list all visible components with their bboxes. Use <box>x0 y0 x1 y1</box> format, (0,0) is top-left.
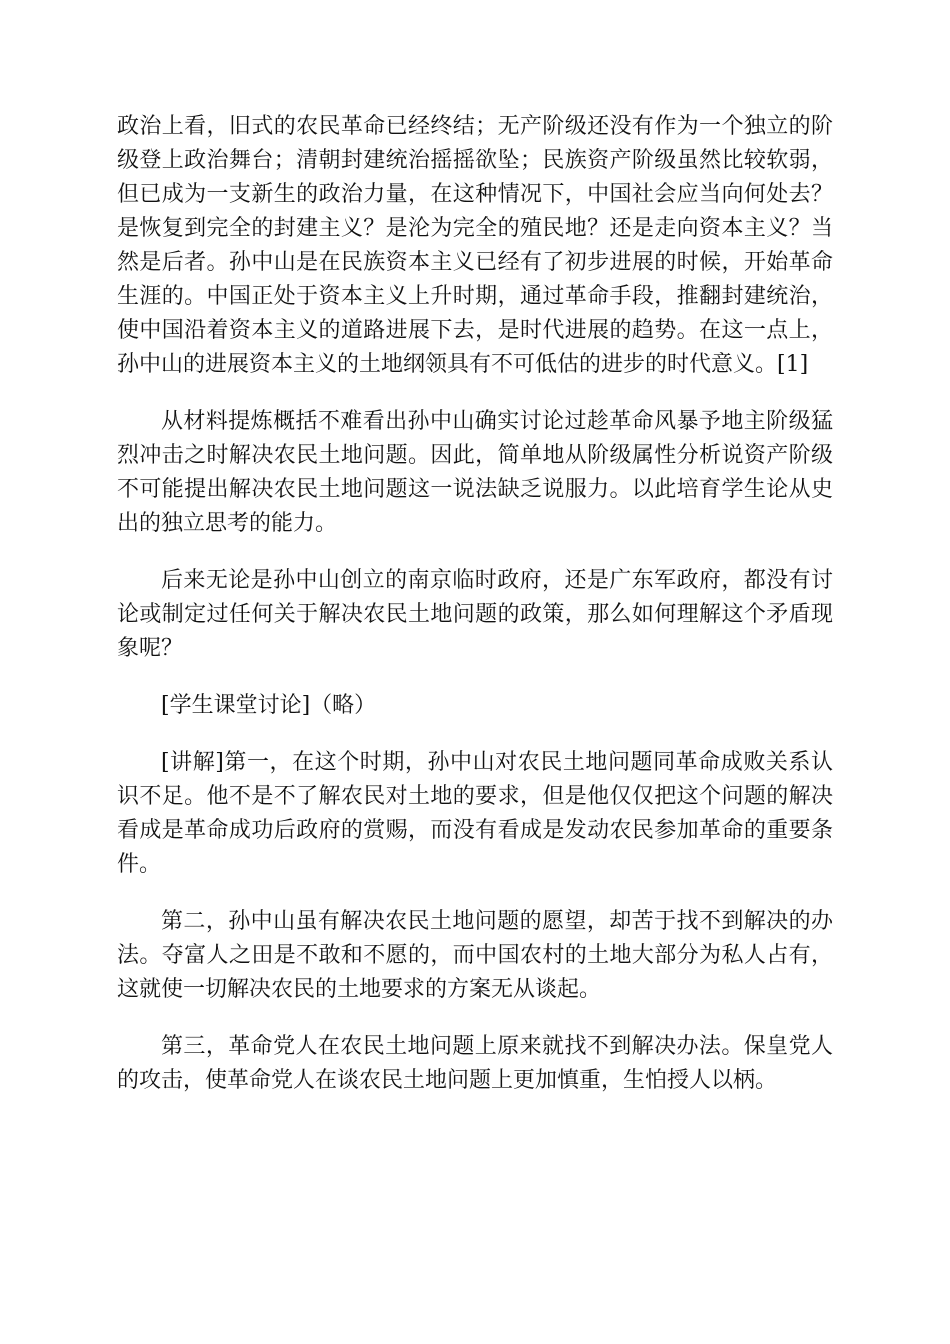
paragraph-continuation: 政治上看，旧式的农民革命已经终结；无产阶级还没有作为一个独立的阶级登上政治舞台；清朝封建统治摇摇欲坠；民族资产阶级虽然比较软弱，但已成为一支新生的政治力量，在这种情况下，中国社会应当向何处去？是恢复到完全的封建主义？是沦为完全的殖民地？还是走向资本主义？当然是后者。孙中山是在民族资本主义已经有了初步进展的时候，开始革命生涯的。中国正处于资本主义上升时期，通过革命手段，推翻封建统治，使中国沿着资本主义的道路进展下去，是时代进展的趋势。在这一点上，孙中山的进展资本主义的土地纲领具有不可低估的进步的时代意义。[1] <box>117 114 833 377</box>
paragraph-explanation-second: 第二，孙中山虽有解决农民土地问题的愿望，却苦于找不到解决的办法。夺富人之田是不敢和不愿的，而中国农村的土地大部分为私人占有，这就使一切解决农民的土地要求的方案无从谈起。 <box>117 909 833 1002</box>
document-body <box>117 110 833 1121</box>
paragraph-student-discussion: [学生课堂讨论]（略） <box>161 693 377 718</box>
paragraph-explanation-first: [讲解]第一，在这个时期，孙中山对农民土地问题同革命成败关系认识不足。他不是不了解农民对土地的要求，但是他仅仅把这个问题的解决看成是革命成功后政府的赏赐，而没有看成是发动农民参加革命的重要条件。 <box>117 750 833 877</box>
paragraph-material-summary: 从材料提炼概括不难看出孙中山确实讨论过趁革命风暴予地主阶级猛烈冲击之时解决农民土地问题。因此，简单地从阶级属性分析说资产阶级不可能提出解决农民土地问题这一说法缺乏说服力。以此培育学生论从史出的独立思考的能力。 <box>117 409 833 536</box>
paragraph-explanation-third: 第三，革命党人在农民土地问题上原来就找不到解决办法。保皇党人的攻击，使革命党人在谈农民土地问题上更加慎重，生怕授人以柄。 <box>117 1034 833 1093</box>
paragraph-question: 后来无论是孙中山创立的南京临时政府，还是广东军政府，都没有讨论或制定过任何关于解决农民土地问题的政策，那么如何理解这个矛盾现象呢？ <box>117 568 833 661</box>
